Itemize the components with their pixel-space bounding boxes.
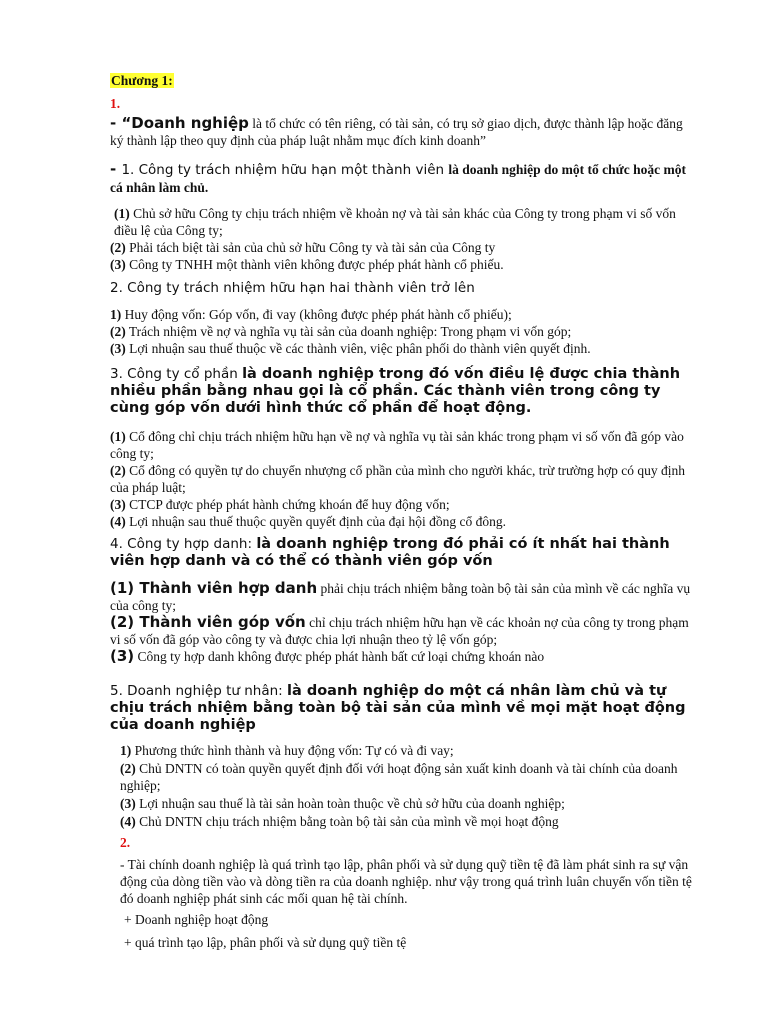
list-item: (1) Cổ đông chỉ chịu trách nhiệm hữu hạn về nợ và nghĩa vụ tài sản khác trong phạm vi số vốn đã góp vào công ty; bbox=[110, 429, 684, 461]
definition-term: “Doanh nghiệp bbox=[121, 114, 249, 132]
type-5-list bbox=[120, 742, 698, 830]
bullet-item: + quá trình tạo lập, phân phối và sử dụng quỹ tiền tệ bbox=[124, 935, 407, 950]
section-2-number: 2. bbox=[120, 835, 131, 850]
list-item: (2) Chủ DNTN có toàn quyền quyết định đối với hoạt động sản xuất kinh doanh và tài chính của doanh nghiệp; bbox=[120, 761, 678, 793]
definition-paragraph: - “Doanh nghiệp là tổ chức có tên riêng, có tài sản, có trụ sở giao dịch, được thành lập hoặc đăng ký thành lập theo quy định của pháp luật nhằm mục đích kinh doanh” bbox=[110, 114, 683, 148]
list-item: 1) Phương thức hình thành và huy động vốn: Tự có và đi vay; bbox=[120, 743, 454, 758]
type-2-heading: 2. Công ty trách nhiệm hữu hạn hai thành viên trở lên bbox=[110, 280, 475, 296]
type-3-heading: 3. Công ty cổ phần là doanh nghiệp trong đó vốn điều lệ được chia thành nhiều phần bằng nhau gọi là cổ phần. Các thành viên trong công ty cùng góp vốn dưới hình thức cổ phần để hoạt động. bbox=[110, 366, 681, 416]
type-3-list bbox=[110, 428, 698, 530]
chapter-title: Chương 1: bbox=[111, 73, 173, 88]
section-1-number: 1. bbox=[110, 96, 121, 111]
type-4-heading: 4. Công ty hợp danh: là doanh nghiệp trong đó phải có ít nhất hai thành viên hợp danh và có thể có thành viên góp vốn bbox=[110, 536, 670, 569]
list-item: (1) Chủ sở hữu Công ty chịu trách nhiệm về khoản nợ và tài sản khác của Công ty trong phạm vi số vốn điều lệ của Công ty; bbox=[114, 206, 676, 238]
type-1-list bbox=[110, 205, 698, 273]
type-1-heading: - 1. Công ty trách nhiệm hữu hạn một thành viên là doanh nghiệp do một tổ chức hoặc một cá nhân làm chủ. bbox=[110, 160, 686, 195]
list-item: (3) Lợi nhuận sau thuế là tài sản hoàn toàn thuộc về chủ sở hữu của doanh nghiệp; bbox=[120, 796, 565, 811]
list-item: (2) Thành viên góp vốn chỉ chịu trách nhiệm hữu hạn về các khoản nợ của công ty trong phạm vi số vốn đã góp vào công ty và được chia lợi nhuận theo tỷ lệ vốn góp; bbox=[110, 613, 689, 647]
type-2-list bbox=[110, 306, 698, 357]
list-item: (2) Trách nhiệm về nợ và nghĩa vụ tài sản của doanh nghiệp: Trong phạm vi vốn góp; bbox=[110, 324, 572, 339]
list-item: (3) Công ty hợp danh không được phép phát hành bất cứ loại chứng khoán nào bbox=[110, 647, 545, 665]
list-item: (3) Công ty TNHH một thành viên không được phép phát hành cổ phiếu. bbox=[110, 257, 504, 272]
list-item: (4) Lợi nhuận sau thuế thuộc quyền quyết định của đại hội đồng cổ đông. bbox=[110, 514, 506, 529]
list-item: (4) Chủ DNTN chịu trách nhiệm bằng toàn bộ tài sản của mình về mọi hoạt động bbox=[120, 814, 559, 829]
list-item: (2) Cổ đông có quyền tự do chuyển nhượng cổ phần của mình cho người khác, trừ trường hợp có quy định của pháp luật; bbox=[110, 463, 686, 495]
type-5-heading: 5. Doanh nghiệp tư nhân: là doanh nghiệp do một cá nhân làm chủ và tự chịu trách nhiệm bằng toàn bộ tài sản của mình về mọi mặt hoạt động của doanh nghiệp bbox=[110, 683, 686, 733]
type-4-list bbox=[110, 580, 698, 665]
chapter-heading bbox=[110, 72, 698, 89]
bullet-item: + Doanh nghiệp hoạt động bbox=[124, 912, 269, 927]
list-item: (1) Thành viên hợp danh phải chịu trách nhiệm bằng toàn bộ tài sản của mình về các nghĩa vụ của công ty; bbox=[110, 579, 691, 613]
finance-paragraph: - Tài chính doanh nghiệp là quá trình tạo lập, phân phối và sử dụng quỹ tiền tệ đã làm phát sinh ra sự vận động của dòng tiền vào và dòng tiền ra của doanh nghiệp. như vậy trong quá trình luân chuyển vốn tiền tệ đó doanh nghiệp phát sinh các mối quan hệ tài chính. bbox=[120, 857, 692, 906]
list-item: (3) Lợi nhuận sau thuế thuộc về các thành viên, việc phân phối do thành viên quyết định. bbox=[110, 341, 591, 356]
list-item: (2) Phải tách biệt tài sản của chủ sở hữu Công ty và tài sản của Công ty bbox=[110, 240, 496, 255]
list-item: (3) CTCP được phép phát hành chứng khoán để huy động vốn; bbox=[110, 497, 450, 512]
list-item: 1) Huy động vốn: Góp vốn, đi vay (không được phép phát hành cổ phiếu); bbox=[110, 307, 512, 322]
